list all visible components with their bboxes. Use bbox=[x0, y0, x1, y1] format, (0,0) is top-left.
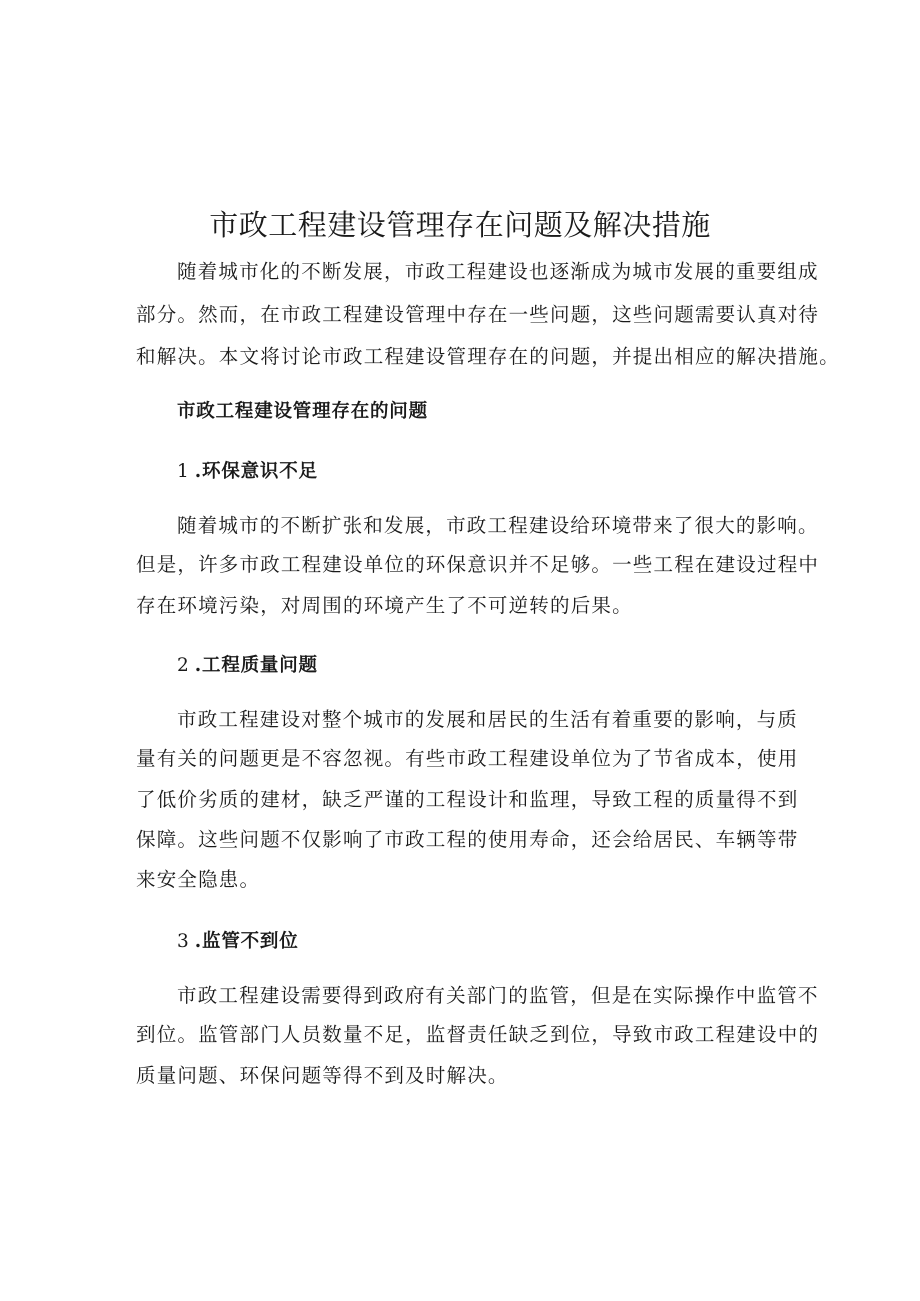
item-3-line-2: 到位。监管部门人员数量不足，监督责任缺乏到位，导致市政工程建设中的 bbox=[136, 1023, 820, 1046]
item-1-title: .环保意识不足 bbox=[194, 461, 318, 482]
item-2-line-3: 了低价劣质的建材，缺乏严谨的工程设计和监理，导致工程的质量得不到 bbox=[136, 788, 799, 811]
item-2-number: 2 bbox=[177, 655, 195, 676]
item-3-number: 3 bbox=[177, 931, 195, 952]
item-2-line-2: 量有关的问题更是不容忽视。有些市政工程建设单位为了节省成本，使用 bbox=[136, 747, 799, 770]
item-1-heading bbox=[177, 458, 318, 486]
item-1-line-2: 但是，许多市政工程建设单位的环保意识并不足够。一些工程在建设过程中 bbox=[136, 553, 820, 576]
item-2-heading bbox=[177, 652, 318, 680]
intro-line-1: 随着城市化的不断发展，市政工程建设也逐渐成为城市发展的重要组成 bbox=[177, 260, 819, 283]
intro-line-3: 和解决。本文将讨论市政工程建设管理存在的问题，并提出相应的解决措施。 bbox=[136, 345, 840, 368]
intro-line-2: 部分。然而，在市政工程建设管理中存在一些问题，这些问题需要认真对待 bbox=[136, 303, 820, 326]
item-3-line-3: 质量问题、环保问题等得不到及时解决。 bbox=[136, 1064, 509, 1087]
item-1-line-1: 随着城市的不断扩张和发展，市政工程建设给环境带来了很大的影响。 bbox=[177, 514, 819, 537]
item-2-line-5: 来安全隐患。 bbox=[136, 868, 261, 891]
item-2-line-4: 保障。这些问题不仅影响了市政工程的使用寿命，还会给居民、车辆等带 bbox=[136, 828, 799, 851]
item-3-title: .监管不到位 bbox=[194, 931, 299, 952]
document-title: 市政工程建设管理存在问题及解决措施 bbox=[209, 208, 711, 242]
item-1-number: 1 bbox=[177, 461, 195, 482]
item-2-title: .工程质量问题 bbox=[194, 655, 318, 676]
item-1-line-3: 存在环境污染，对周围的环境产生了不可逆转的后果。 bbox=[136, 594, 633, 617]
section-heading: 市政工程建设管理存在的问题 bbox=[177, 401, 428, 422]
item-3-line-1: 市政工程建设需要得到政府有关部门的监管，但是在实际操作中监管不 bbox=[177, 984, 819, 1007]
item-3-heading bbox=[177, 928, 299, 956]
item-2-line-1: 市政工程建设对整个城市的发展和居民的生活有着重要的影响，与质 bbox=[177, 708, 799, 731]
